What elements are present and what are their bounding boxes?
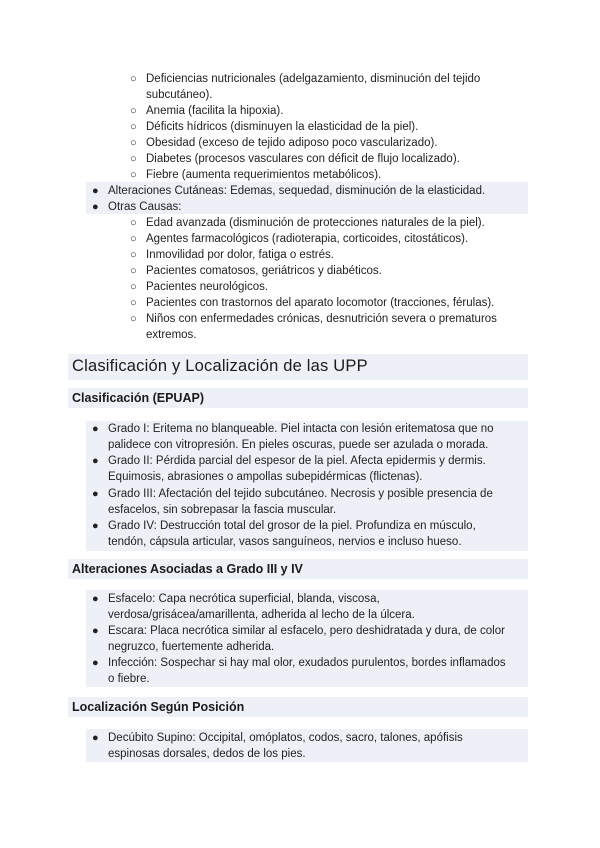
- circle-bullet: ○: [130, 169, 137, 181]
- list-item: Decúbito Supino: Occipital, omóplatos, codos, sacro, talones, apófisis: [108, 732, 463, 744]
- list-item-continuation: extremos.: [146, 329, 197, 341]
- list-item: Escara: Placa necrótica similar al esfacelo, pero deshidratada y dura, de color: [108, 625, 505, 637]
- list-item: Diabetes (procesos vasculares con déficit de flujo localizado).: [146, 153, 460, 165]
- disc-bullet: ●: [92, 625, 99, 637]
- list-item: Pacientes comatosos, geriátricos y diabéticos.: [146, 265, 382, 277]
- list-item: Niños con enfermedades crónicas, desnutrición severa o prematuros: [146, 313, 497, 325]
- disc-bullet: ●: [92, 455, 99, 467]
- list-item: Inmovilidad por dolor, fatiga o estrés.: [146, 249, 334, 261]
- list-item: Obesidad (exceso de tejido adiposo poco vascularizado).: [146, 137, 438, 149]
- list-item: Edad avanzada (disminución de protecciones naturales de la piel).: [146, 217, 485, 229]
- circle-bullet: ○: [130, 137, 137, 149]
- list-item: Grado II: Pérdida parcial del espesor de la piel. Afecta epidermis y dermis.: [108, 455, 486, 467]
- list-item-continuation: o fiebre.: [108, 673, 150, 685]
- list-item: Agentes farmacológicos (radioterapia, corticoides, citostáticos).: [146, 233, 469, 245]
- list-item-continuation: espinosas dorsales, dedos de los pies.: [108, 748, 306, 760]
- list-item: Déficits hídricos (disminuyen la elasticidad de la piel).: [146, 121, 419, 133]
- list-item-continuation: Equimosis, abrasiones o ampollas subepidérmicas (flictenas).: [108, 471, 423, 483]
- circle-bullet: ○: [130, 313, 137, 325]
- disc-bullet: ●: [92, 657, 99, 669]
- subsection-title-clasificacion: Clasificación (EPUAP): [72, 391, 204, 405]
- list-item: Grado IV: Destrucción total del grosor de la piel. Profundiza en músculo,: [108, 520, 476, 532]
- list-item-continuation: palidece con vitropresión. En pieles oscuras, puede ser azulada o morada.: [108, 439, 489, 451]
- disc-bullet: ●: [92, 593, 99, 605]
- disc-bullet: ●: [92, 423, 99, 435]
- disc-bullet: ●: [92, 201, 99, 213]
- list-item-continuation: esfacelos, sin sobrepasar la fascia muscular.: [108, 504, 337, 516]
- list-item: Anemia (facilita la hipoxia).: [146, 105, 284, 117]
- disc-bullet: ●: [92, 520, 99, 532]
- circle-bullet: ○: [130, 281, 137, 293]
- section-title: Clasificación y Localización de las UPP: [72, 357, 368, 375]
- list-item: Deficiencias nutricionales (adelgazamiento, disminución del tejido: [146, 73, 481, 85]
- list-item: Pacientes neurológicos.: [146, 281, 269, 293]
- subsection-title-localizacion: Localización Según Posición: [72, 700, 245, 714]
- list-item: Infección: Sospechar si hay mal olor, exudados purulentos, bordes inflamados: [108, 657, 506, 669]
- circle-bullet: ○: [130, 297, 137, 309]
- list-item: Pacientes con trastornos del aparato locomotor (tracciones, férulas).: [146, 297, 495, 309]
- list-item: Grado I: Eritema no blanqueable. Piel intacta con lesión eritematosa que no: [108, 423, 494, 435]
- circle-bullet: ○: [130, 73, 137, 85]
- list-item-continuation: tendón, cápsula articular, vasos sanguíneos, nervios e incluso hueso.: [108, 536, 462, 548]
- disc-bullet: ●: [92, 488, 99, 500]
- circle-bullet: ○: [130, 153, 137, 165]
- list-item: Grado III: Afectación del tejido subcutáneo. Necrosis y posible presencia de: [108, 488, 493, 500]
- list-item: Esfacelo: Capa necrótica superficial, blanda, viscosa,: [108, 593, 380, 605]
- list-item: Alteraciones Cutáneas: Edemas, sequedad, disminución de la elasticidad.: [108, 185, 486, 197]
- disc-bullet: ●: [92, 185, 99, 197]
- list-item: Otras Causas:: [108, 201, 182, 213]
- circle-bullet: ○: [130, 121, 137, 133]
- circle-bullet: ○: [130, 233, 137, 245]
- circle-bullet: ○: [130, 265, 137, 277]
- subsection-title-alteraciones: Alteraciones Asociadas a Grado III y IV: [72, 562, 303, 576]
- circle-bullet: ○: [130, 105, 137, 117]
- list-item: Fiebre (aumenta requerimientos metabólicos).: [146, 169, 382, 181]
- disc-bullet: ●: [92, 732, 99, 744]
- circle-bullet: ○: [130, 217, 137, 229]
- list-item-continuation: subcutáneo).: [146, 89, 213, 101]
- circle-bullet: ○: [130, 249, 137, 261]
- list-item-continuation: negruzco, fuertemente adherida.: [108, 641, 275, 653]
- list-item-continuation: verdosa/grisácea/amarillenta, adherida al lecho de la úlcera.: [108, 609, 415, 621]
